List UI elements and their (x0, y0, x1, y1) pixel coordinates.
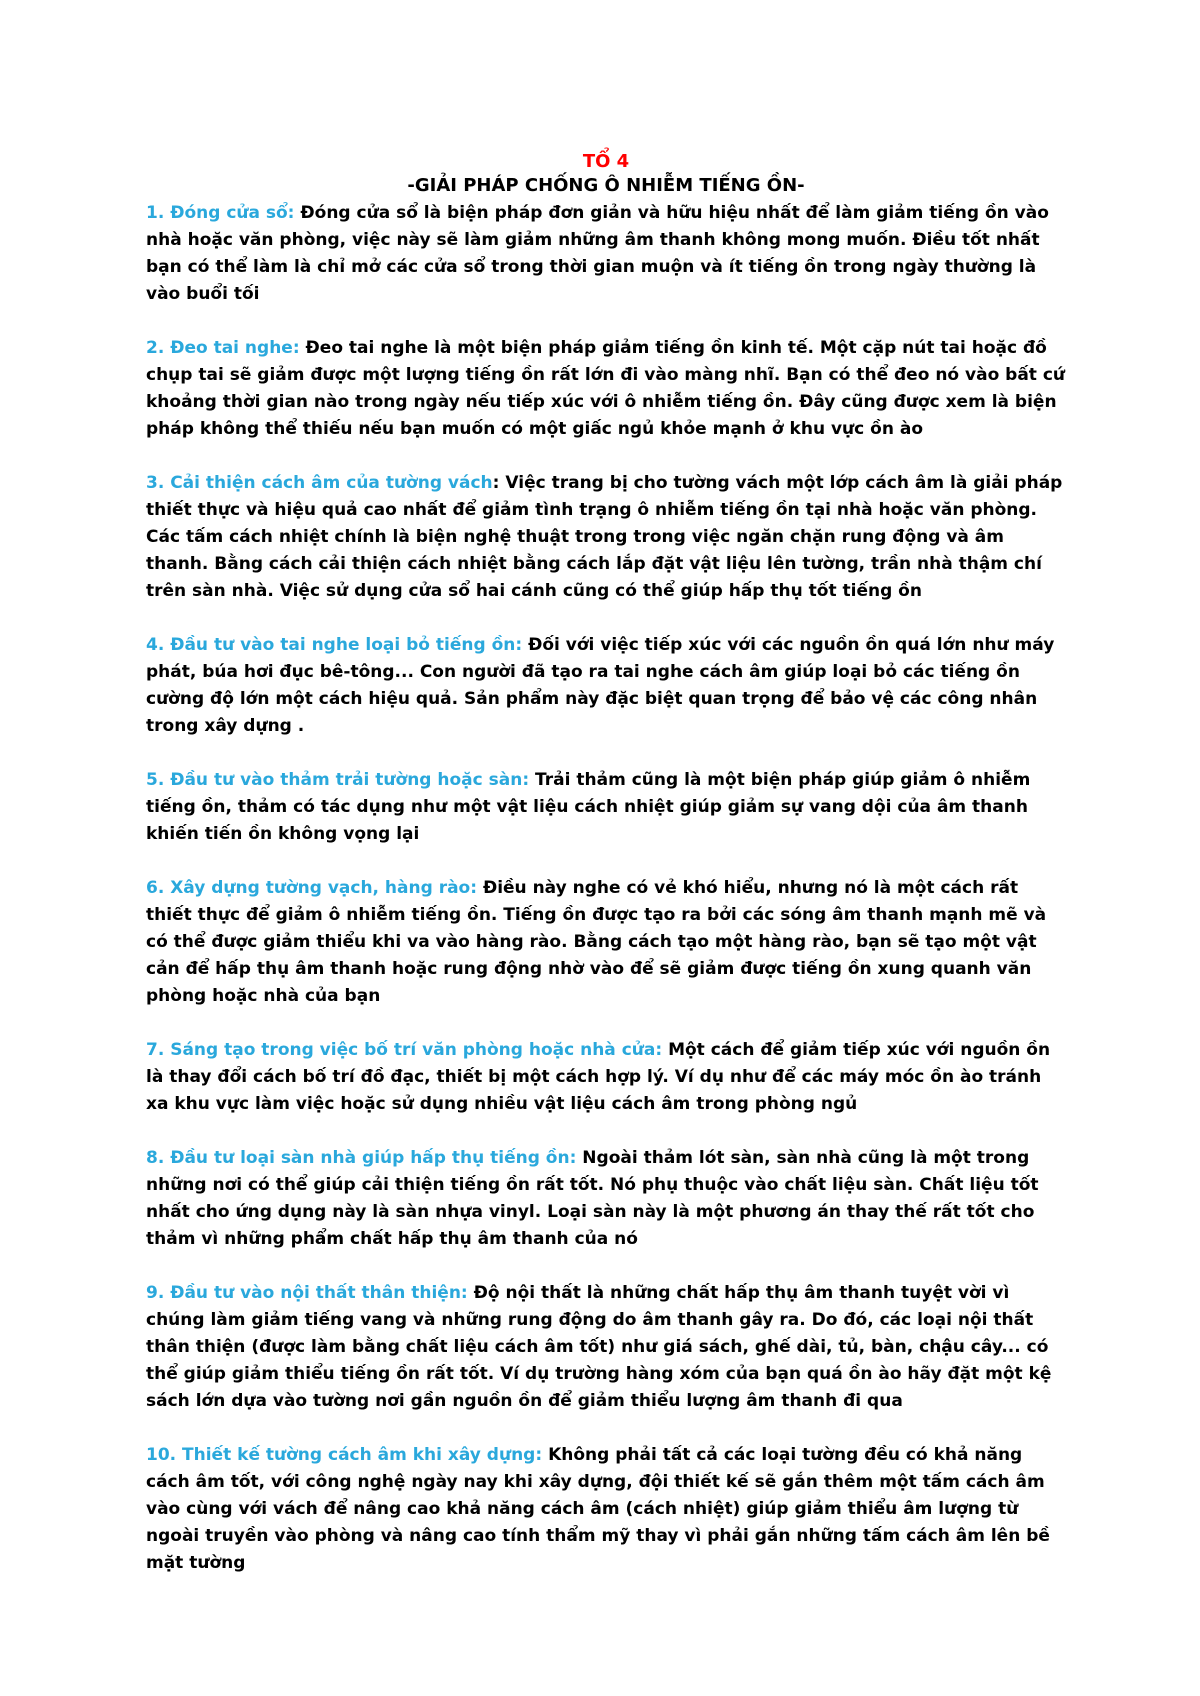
solution-body-1: Đóng cửa sổ là biện pháp đơn giản và hữu hiệu nhất để làm giảm tiếng ồn vào nhà hoặc văn phòng, việc này sẽ làm giảm những âm thanh không mong muốn. Điều tốt nhất bạn có thể làm là chỉ mở các cửa sổ trong thời gian muộn và ít tiếng ồn trong ngày thường là vào buổi tối (146, 203, 1049, 304)
group-label: TỔ 4 (582, 151, 630, 172)
solution-body-8: Ngoài thảm lót sàn, sàn nhà cũng là một trong những nơi có thể giúp cải thiện tiếng ồn rất tốt. Nó phụ thuộc vào chất liệu sàn. Chất liệu tốt nhất cho ứng dụng này là sàn nhựa vinyl. Loại sàn này là một phương án thay thế rất tốt cho thảm vì những phẩm chất hấp thụ âm thanh của nó (146, 1148, 1039, 1249)
solution-item-3 (146, 470, 1066, 605)
solution-body-5: Trải thảm cũng là một biện pháp giúp giảm ô nhiễm tiếng ồn, thảm có tác dụng như một vật liệu cách nhiệt giúp giảm sự vang dội của âm thanh khiến tiến ồn không vọng lại (146, 770, 1031, 844)
solution-body-9: Độ nội thất là những chất hấp thụ âm thanh tuyệt vời vì chúng làm giảm tiếng vang và những rung động do âm thanh gây ra. Do đó, các loại nội thất thân thiện (được làm bằng chất liệu cách âm tốt) như giá sách, ghế dài, tủ, bàn, chậu cây... có thể giúp giảm thiểu tiếng ồn rất tốt. Ví dụ trường hàng xóm của bạn quá ồn ào hãy đặt một kệ sách lớn dựa vào tường nơi gần nguồn ồn để giảm thiểu lượng âm thanh đi qua (146, 1283, 1052, 1411)
solution-item-4 (146, 632, 1066, 740)
solution-heading-3: 3. Cải thiện cách âm của tường vách (146, 473, 493, 493)
document-title: -GIẢI PHÁP CHỐNG Ô NHIỄM TIẾNG ỒN- (407, 175, 805, 196)
solution-heading-1: 1. Đóng cửa sổ: (146, 203, 295, 223)
solution-item-7 (146, 1037, 1066, 1118)
solution-heading-9: 9. Đầu tư vào nội thất thân thiện: (146, 1283, 468, 1303)
solution-body-3: : Việc trang bị cho tường vách một lớp cách âm là giải pháp thiết thực và hiệu quả cao nhất để giảm tình trạng ô nhiễm tiếng ồn tại nhà hoặc văn phòng. Các tấm cách nhiệt chính là biện nghệ thuật trong trong việc ngăn chặn rung động và âm thanh. Bằng cách cải thiện cách nhiệt bằng cách lắp đặt vật liệu lên tường, trần nhà thậm chí trên sàn nhà. Việc sử dụng cửa sổ hai cánh cũng có thể giúp hấp thụ tốt tiếng ồn (146, 473, 1063, 601)
solution-heading-6: 6. Xây dựng tường vạch, hàng rào: (146, 878, 478, 898)
solution-body-10: Không phải tất cả các loại tường đều có khả năng cách âm tốt, với công nghệ ngày nay khi xây dựng, đội thiết kế sẽ gắn thêm một tấm cách âm vào cùng với vách để nâng cao khả năng cách âm (cách nhiệt) giúp giảm thiểu âm lượng từ ngoài truyền vào phòng và nâng cao tính thẩm mỹ thay vì phải gắn những tấm cách âm lên bề mặt tường (146, 1445, 1050, 1573)
solution-item-10 (146, 1442, 1066, 1577)
solution-heading-7: 7. Sáng tạo trong việc bố trí văn phòng hoặc nhà cửa: (146, 1040, 663, 1060)
solution-body-2: Đeo tai nghe là một biện pháp giảm tiếng ồn kinh tế. Một cặp nút tai hoặc đồ chụp tai sẽ giảm được một lượng tiếng ồn rất lớn đi vào màng nhĩ. Bạn có thể đeo nó vào bất cứ khoảng thời gian nào trong ngày nếu tiếp xúc với ô nhiễm tiếng ồn. Đây cũng được xem là biện pháp không thể thiếu nếu bạn muốn có một giấc ngủ khỏe mạnh ở khu vực ồn ào (146, 338, 1066, 439)
solution-item-8 (146, 1145, 1066, 1253)
solution-body-4: Đối với việc tiếp xúc với các nguồn ồn quá lớn như máy phát, búa hơi đục bê-tông... Con người đã tạo ra tai nghe cách âm giúp loại bỏ các tiếng ồn cường độ lớn một cách hiệu quả. Sản phẩm này đặc biệt quan trọng để bảo vệ các công nhân trong xây dựng . (146, 635, 1055, 736)
document-page (146, 150, 1066, 1604)
solution-body-6: Điều này nghe có vẻ khó hiểu, nhưng nó là một cách rất thiết thực để giảm ô nhiễm tiếng ồn. Tiếng ồn được tạo ra bởi các sóng âm thanh mạnh mẽ và có thể được giảm thiểu khi va vào hàng rào. Bằng cách tạo một hàng rào, bạn sẽ tạo một vật cản để hấp thụ âm thanh hoặc rung động nhờ vào để sẽ giảm được tiếng ồn xung quanh văn phòng hoặc nhà của bạn (146, 878, 1047, 1006)
solution-item-2 (146, 335, 1066, 443)
solution-item-1 (146, 200, 1066, 308)
solution-heading-2: 2. Đeo tai nghe: (146, 338, 300, 358)
solution-heading-4: 4. Đầu tư vào tai nghe loại bỏ tiếng ồn: (146, 635, 523, 655)
solution-item-6 (146, 875, 1066, 1010)
solution-item-9 (146, 1280, 1066, 1415)
solution-heading-5: 5. Đầu tư vào thảm trải tường hoặc sàn: (146, 770, 530, 790)
solution-item-5 (146, 767, 1066, 848)
solution-heading-10: 10. Thiết kế tường cách âm khi xây dựng: (146, 1445, 543, 1465)
solution-heading-8: 8. Đầu tư loại sàn nhà giúp hấp thụ tiếng ồn: (146, 1148, 577, 1168)
solution-body-7: Một cách để giảm tiếp xúc với nguồn ồn là thay đổi cách bố trí đồ đạc, thiết bị một cách hợp lý. Ví dụ như để các máy móc ồn ào tránh xa khu vực làm việc hoặc sử dụng nhiều vật liệu cách âm trong phòng ngủ (146, 1040, 1051, 1114)
